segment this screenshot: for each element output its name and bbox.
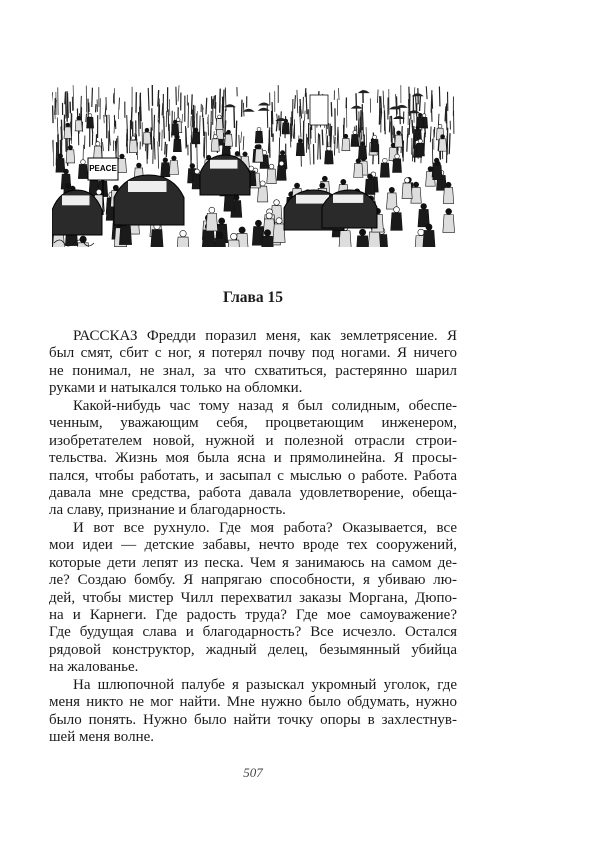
text-line: Какой-нибудь час тому назад я был солидным, обеспе-: [73, 397, 457, 414]
person-body: [380, 163, 389, 177]
hatch-stroke: [53, 105, 54, 123]
person-head: [120, 154, 125, 159]
text-line: Где будущая слава и благодарность? Все исчезло. Остался: [49, 624, 457, 641]
person-head: [96, 189, 101, 194]
hatch-stroke: [279, 115, 280, 130]
car-window: [296, 195, 329, 204]
person-head: [77, 116, 81, 120]
hatch-stroke: [267, 105, 268, 128]
hatch-stroke: [105, 104, 106, 116]
person-head: [64, 169, 69, 174]
hatch-stroke: [439, 87, 440, 107]
person-head: [428, 167, 433, 172]
person-head: [175, 135, 179, 139]
person-head: [219, 218, 225, 224]
person-head: [81, 160, 86, 165]
person-body: [356, 236, 369, 247]
hatch-stroke: [294, 124, 295, 138]
hatch-stroke: [446, 114, 447, 123]
person-body: [395, 135, 403, 147]
hatch-stroke: [384, 110, 385, 134]
text-line: мои идеи — детские забавы, нечто вроде тех сооружений,: [49, 537, 457, 554]
person-body: [255, 149, 264, 162]
person-head: [418, 139, 422, 143]
person-head: [367, 174, 372, 179]
umbrella: [351, 106, 363, 109]
person-head: [172, 156, 177, 161]
person-body: [143, 132, 151, 144]
hatch-stroke: [215, 95, 216, 109]
person-body: [339, 231, 351, 247]
person-body: [177, 237, 190, 247]
person-head: [426, 224, 432, 230]
text-line: было понять. Нужно было найти точку опоры в захлестнув-: [49, 711, 457, 728]
person-body: [325, 151, 334, 164]
hatch-stroke: [389, 116, 390, 132]
person-head: [68, 145, 72, 149]
person-head: [389, 187, 394, 192]
hatch-stroke: [203, 118, 204, 136]
hatch-stroke: [269, 130, 270, 158]
hatch-stroke: [213, 96, 214, 109]
chapter-title: Глава 15: [222, 289, 284, 306]
hatch-stroke: [241, 132, 242, 143]
umbrella: [258, 102, 270, 105]
text-line: шей меня волне.: [49, 729, 155, 746]
person-body: [213, 239, 226, 247]
person-head: [298, 139, 302, 143]
person-head: [66, 183, 71, 188]
text-line: на жалованье.: [49, 659, 139, 676]
person-head: [180, 230, 186, 236]
hatch-stroke: [424, 133, 425, 147]
hatch-stroke: [334, 137, 335, 156]
page-number: 507: [243, 765, 263, 780]
hatch-stroke: [103, 142, 104, 151]
person-body: [255, 131, 263, 143]
hatch-stroke: [391, 116, 392, 135]
hatch-stroke: [383, 91, 384, 108]
person-head: [239, 227, 245, 233]
hatch-stroke: [331, 126, 332, 148]
hatch-stroke: [116, 138, 117, 153]
text-line: ченным, уважающим себя, процветающим инженером,: [49, 415, 457, 432]
hatch-stroke: [110, 136, 111, 146]
car-window: [210, 160, 238, 169]
text-line: был смят, сбит с ног, я потерял почву под ногами. Я ничего: [49, 345, 457, 362]
person-head: [173, 120, 177, 124]
hatch-stroke: [86, 114, 87, 122]
hatch-stroke: [210, 122, 211, 140]
person-head: [136, 163, 141, 168]
person-body: [371, 139, 379, 151]
hatch-stroke: [225, 87, 226, 111]
person-head: [418, 113, 422, 117]
text-line: не понимал, не знал, за что схватиться, растерянно шарил: [49, 362, 457, 379]
person-head: [235, 151, 239, 155]
person-head: [195, 169, 200, 174]
person-head: [163, 158, 168, 163]
person-head: [356, 159, 361, 164]
hatch-stroke: [220, 89, 221, 113]
person-head: [341, 179, 346, 184]
person-body: [224, 195, 235, 211]
hatch-stroke: [208, 117, 209, 135]
hatch-stroke: [431, 90, 432, 112]
person-body: [368, 232, 381, 247]
person-body: [267, 169, 277, 183]
hatch-stroke: [326, 134, 327, 153]
person-body: [354, 163, 363, 177]
person-body: [171, 124, 178, 135]
hatch-stroke: [310, 144, 311, 165]
person-head: [413, 182, 418, 187]
hatch-stroke: [131, 107, 132, 130]
crowd-street-illustration: [52, 85, 456, 247]
person-body: [151, 230, 163, 247]
hatch-stroke: [243, 103, 244, 117]
person-head: [322, 176, 327, 181]
umbrella: [412, 93, 424, 96]
hatch-stroke: [186, 126, 187, 149]
hatch-stroke: [272, 102, 273, 124]
car-window: [128, 181, 167, 192]
hatch-stroke: [165, 142, 166, 155]
person-head: [190, 164, 195, 169]
hatch-stroke: [73, 85, 74, 110]
hatch-stroke: [153, 136, 154, 164]
person-head: [269, 164, 274, 169]
person-head: [418, 229, 424, 235]
hatch-stroke: [119, 98, 120, 110]
person-body: [296, 143, 304, 156]
person-head: [209, 207, 215, 213]
umbrella: [243, 109, 255, 112]
hatch-stroke: [301, 110, 302, 119]
hatch-stroke: [318, 133, 319, 159]
text-line: дей, чтобы мистер Чилл перехватил заказы Моргана, Дюпо-: [49, 589, 457, 606]
person-head: [344, 134, 348, 138]
text-line: меня никто не мог найти. Мне нужно было обдумать, нужно: [49, 694, 457, 711]
person-head: [294, 183, 299, 188]
hatch-stroke: [276, 121, 277, 132]
person-body: [211, 139, 219, 151]
person-head: [383, 158, 388, 163]
person-body: [227, 240, 240, 247]
hatch-stroke: [329, 123, 330, 136]
person-body: [423, 230, 435, 247]
hatch-stroke: [154, 138, 155, 160]
person-head: [353, 130, 357, 134]
text-line: которые дети лепят из песка. Чем я занимаюсь на самом де-: [49, 554, 457, 571]
text-line: рядовой конструктор, жадный делец, безымянный убийца: [49, 641, 457, 658]
person-head: [327, 146, 331, 150]
hatch-stroke: [92, 88, 93, 107]
hatch-stroke: [191, 94, 192, 114]
person-body: [87, 117, 94, 128]
hatch-stroke: [295, 95, 296, 108]
hatch-stroke: [412, 120, 413, 134]
person-head: [276, 218, 282, 224]
person-head: [194, 128, 198, 132]
person-body: [439, 139, 447, 151]
person-head: [218, 115, 222, 119]
person-head: [320, 183, 325, 188]
person-head: [213, 135, 217, 139]
hatch-stroke: [243, 136, 244, 150]
person-head: [359, 229, 365, 235]
hatch-stroke: [138, 112, 139, 136]
person-head: [243, 152, 247, 156]
person-body: [225, 134, 233, 146]
person-head: [217, 232, 223, 238]
hatch-stroke: [297, 90, 298, 114]
person-body: [64, 127, 72, 138]
chapter-body: [49, 328, 457, 747]
hatch-stroke: [434, 127, 435, 137]
hatch-stroke: [154, 115, 155, 138]
car-window: [62, 195, 90, 205]
paragraph: [49, 677, 457, 747]
person-body: [117, 159, 126, 173]
hatch-stroke: [322, 130, 323, 146]
person-head: [249, 166, 254, 171]
person-body: [417, 117, 424, 128]
hatch-stroke: [306, 93, 307, 114]
text-line: руками и натыкался только на обломки.: [49, 380, 303, 397]
hatch-stroke: [449, 133, 450, 154]
hatch-stroke: [339, 88, 340, 100]
person-body: [78, 164, 87, 178]
person-body: [277, 166, 286, 180]
hatch-stroke: [182, 114, 183, 123]
person-head: [227, 130, 231, 134]
paragraph: [49, 328, 457, 398]
hatch-stroke: [234, 107, 235, 128]
person-head: [373, 135, 377, 139]
paragraph: [49, 520, 457, 677]
hatch-stroke: [426, 86, 427, 99]
person-body: [261, 236, 274, 247]
person-head: [441, 135, 445, 139]
person-head: [360, 142, 364, 146]
person-head: [266, 213, 272, 219]
person-head: [279, 161, 284, 166]
person-body: [443, 188, 453, 204]
hatch-stroke: [164, 116, 165, 138]
hatch-stroke: [304, 111, 305, 121]
person-head: [257, 127, 261, 131]
person-head: [257, 145, 261, 149]
person-head: [255, 220, 261, 226]
text-line: На шлюпочной палубе я разыскал укромный уголок, где: [73, 676, 457, 693]
hatch-stroke: [378, 90, 379, 103]
person-head: [405, 178, 410, 183]
person-head: [421, 203, 427, 209]
person-body: [52, 235, 65, 247]
person-body: [416, 143, 424, 156]
text-line: тельства. Жизнь моя была ясна и прямолинейна. Я просы-: [49, 450, 457, 467]
person-body: [216, 119, 223, 130]
person-head: [66, 123, 70, 127]
hatch-stroke: [409, 119, 410, 135]
text-line: на и Карнеги. Где радость труда? Где мое самоуважение?: [49, 607, 457, 623]
person-body: [365, 179, 375, 194]
umbrella: [258, 108, 270, 111]
person-head: [234, 195, 240, 201]
person-head: [397, 131, 401, 135]
person-body: [443, 215, 455, 233]
hatch-stroke: [447, 128, 448, 155]
car-window: [333, 195, 363, 203]
hatch-stroke: [166, 144, 167, 157]
hatch-stroke: [338, 129, 339, 153]
person-body: [257, 186, 267, 202]
person-body: [192, 132, 200, 144]
person-head: [435, 161, 440, 166]
text-line: ле? Создаю бомбу. Я напрягаю способности, я убиваю лю-: [49, 572, 457, 589]
hatch-stroke: [148, 88, 149, 111]
person-head: [280, 151, 284, 155]
person-head: [88, 114, 92, 118]
hatch-stroke: [65, 92, 66, 105]
person-body: [282, 123, 289, 134]
hatch-stroke: [344, 118, 345, 137]
person-head: [260, 181, 265, 186]
person-head: [446, 209, 452, 215]
text-line: изобретателем новой, нужной и полезной отрасли строи-: [49, 432, 457, 449]
hatch-stroke: [303, 97, 304, 114]
person-body: [206, 213, 218, 231]
text-line: пался, чтобы работать, и засыпал с мыслью о работе. Работа: [49, 467, 457, 484]
paragraph: [49, 398, 457, 520]
person-head: [96, 142, 100, 146]
person-head: [58, 154, 63, 159]
person-head: [438, 124, 442, 128]
text-line: давала мне средства, работа давала удовлетворение, обеща-: [49, 484, 457, 501]
hatch-stroke: [430, 126, 431, 142]
person-head: [264, 230, 270, 236]
text-line: РАССКАЗ Фредди поразил меня, как землетрясение. Я: [73, 328, 457, 344]
hatch-stroke: [236, 121, 237, 147]
umbrella: [358, 90, 370, 93]
person-body: [202, 230, 214, 247]
hatch-stroke: [420, 95, 421, 111]
person-body: [342, 138, 350, 150]
hatch-stroke: [271, 128, 272, 137]
banner: [310, 95, 328, 125]
person-body: [119, 226, 131, 245]
person-body: [94, 146, 102, 159]
text-line: ла славу, признание и благодарность.: [49, 502, 286, 519]
person-body: [433, 166, 442, 180]
peace-sign-text: PEACE: [89, 164, 117, 173]
person-body: [351, 134, 359, 146]
hatch-stroke: [206, 98, 207, 115]
person-head: [394, 207, 400, 213]
person-head: [274, 200, 280, 206]
person-body: [411, 187, 421, 203]
person-body: [358, 146, 366, 159]
person-body: [273, 224, 285, 242]
person-body: [173, 139, 181, 151]
person-body: [66, 150, 75, 163]
text-line: И вот все рухнуло. Где моя работа? Оказывается, все: [73, 519, 457, 536]
hatch-stroke: [223, 90, 224, 118]
hatch-stroke: [158, 141, 159, 168]
person-body: [161, 163, 170, 177]
hatch-stroke: [57, 118, 58, 135]
person-head: [231, 233, 237, 239]
person-body: [169, 161, 178, 175]
hatch-stroke: [280, 111, 281, 136]
person-body: [56, 158, 65, 172]
person-head: [446, 182, 451, 187]
person-body: [393, 159, 402, 173]
hatch-stroke: [140, 95, 141, 121]
hatch-stroke: [300, 118, 301, 137]
person-body: [75, 120, 82, 131]
person-head: [395, 154, 400, 159]
person-head: [145, 128, 149, 132]
person-body: [402, 183, 412, 198]
person-body: [391, 213, 403, 231]
person-head: [131, 136, 135, 140]
person-head: [113, 185, 118, 190]
person-body: [129, 140, 137, 152]
person-body: [77, 243, 90, 247]
hatch-stroke: [178, 85, 179, 101]
hatch-stroke: [320, 134, 321, 159]
